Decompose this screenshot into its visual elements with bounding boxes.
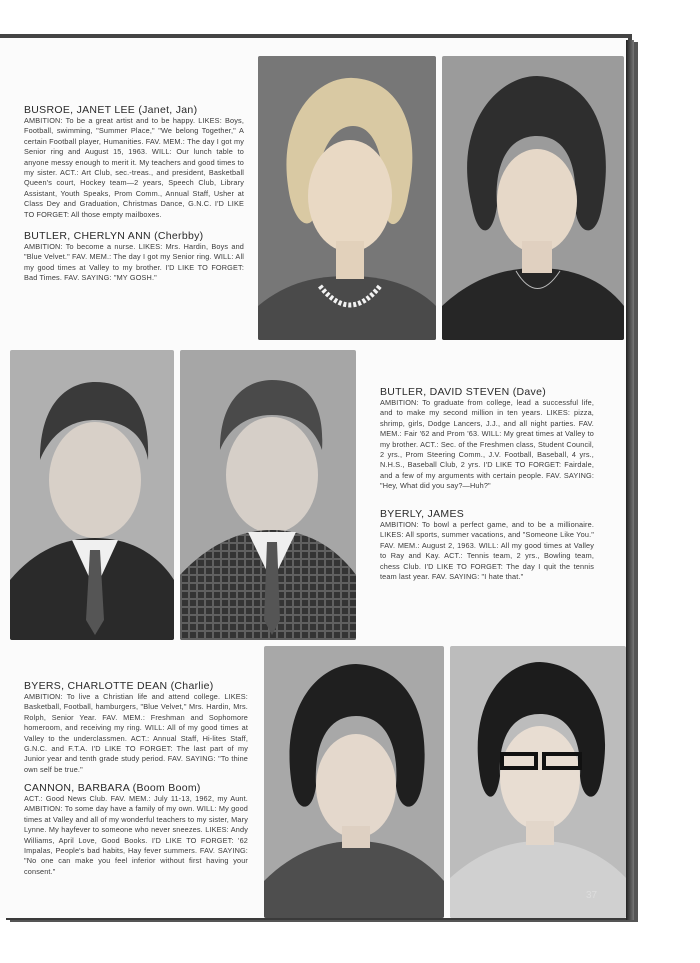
photo-barbara-cannon <box>450 646 626 918</box>
entry-cherlyn-butler <box>24 230 244 286</box>
photo-david-butler <box>10 350 174 640</box>
entry-barbara-cannon <box>24 782 248 879</box>
page-number: 37 <box>586 890 598 901</box>
student-bio: ACT.: Good News Club. FAV. MEM.: July 11-13, 1962, my Aunt. AMBITION: To some day have a family of my own. WILL: My good times at Valley and all of my wonderful teachers to my sister, Mary Lynne. My hayfever to someone who never sneezes. LIKES: Andy Williams, April Love, Good Books. I'D LIKE TO FORGET: '62 Impalas, People's bad habits, Hay fever summers. FAV. SAYING: "No one can make you feel inferior without first having your consent." <box>24 794 248 876</box>
photo-james-byerly <box>180 350 356 640</box>
student-name: BYERLY, JAMES <box>380 508 465 520</box>
entry-david-butler <box>380 386 594 494</box>
photo-janet-busroe <box>258 56 436 340</box>
student-name: CANNON, BARBARA (Boom Boom) <box>24 782 201 794</box>
photo-cherlyn-butler <box>442 56 624 340</box>
student-name: BUSROE, JANET LEE (Janet, Jan) <box>24 104 198 116</box>
student-bio: AMBITION: To live a Christian life and attend college. LIKES: Basketball, Football, hamburgers, "Blue Velvet," Mrs. Hardin, Mrs. Rolph, Senior Year. FAV. MEM.: Freshman and Sophomore homeroom, and receiving my ring. WILL: All of my good times at Valley to the underclassmen. ACT.: Annual Staff, Hi-lites Staff, G.N.C. and F.T.A. I'D LIKE TO FORGET: The last part of my Junior year and tenth grade study period. FAV. SAYING: "To thine own self be true." <box>24 692 248 774</box>
student-name: BUTLER, DAVID STEVEN (Dave) <box>380 386 547 398</box>
entry-james-byerly <box>380 508 594 584</box>
entry-charlotte-byers <box>24 680 248 777</box>
entry-janet-busroe <box>24 104 244 222</box>
student-name: BUTLER, CHERLYN ANN (Cherbby) <box>24 230 204 242</box>
student-name: BYERS, CHARLOTTE DEAN (Charlie) <box>24 680 214 692</box>
photo-charlotte-byers <box>264 646 444 918</box>
student-bio: AMBITION: To bowl a perfect game, and to be a millionaire. LIKES: All sports, summer vacations, and "Someone Like You." FAV. MEM.: August 2, 1963. WILL: All my good times at Valley to Ray and Kay. ACT.: Tennis team, 2 yrs., Bowling team, chess Club. I'D LIKE TO FORGET: The day I quit the tennis team last year. FAV. SAYING: "I hate that." <box>380 520 594 582</box>
student-bio: AMBITION: To become a nurse. LIKES: Mrs. Hardin, Boys and "Blue Velvet." FAV. MEM.: The day I got my Senior ring. WILL: All my good times at Valley to my brother. I'D LIKE TO FORGET: Bad Times. FAV. SAYING: "MY GOSH." <box>24 242 244 283</box>
student-bio: AMBITION: To be a great artist and to be happy. LIKES: Boys, Football, swimming, "Summer Place," "We belong Together," A certain Football player, Humanities. FAV. MEM.: The day I got my Senior ring and August 15, 1963. WILL: Our lunch table to anyone messy enough to merit it. My teachers and good times to my sister. ACT.: Art Club, sec.-treas., and president, Basketball Queen's court, Hockey team—2 years, Speech Club, Library Assistant, Youth Speaks, Prom Comm., Annual Staff, Usher at Class Dey and Graduation, Christmas Dance, G.N.C. I'D LIKE TO FORGET: All those empty mailboxes. <box>24 116 244 219</box>
student-bio: AMBITION: To graduate from college, lead a successful life, and to make my second million in ten years. LIKES: pizza, shrimp, girls, Dodge Lancers, J.J., and all night parties. FAV. MEM.: Fair '62 and Prom '63. WILL: My great times at Valley to my brother. ACT.: Sec. of the Freshmen class, Student Council, 2 yrs., Prom Steering Comm., J.V. Football, Baseball, 4 yrs., N.H.S., Baseball Club, 2 yrs. I'D LIKE TO FORGET: Fairdale, and a few of my arguments with certain people. FAV. SAYING: "Hey, What did you say?—Huh?" <box>380 398 594 491</box>
page-edge-shadow <box>626 40 634 920</box>
